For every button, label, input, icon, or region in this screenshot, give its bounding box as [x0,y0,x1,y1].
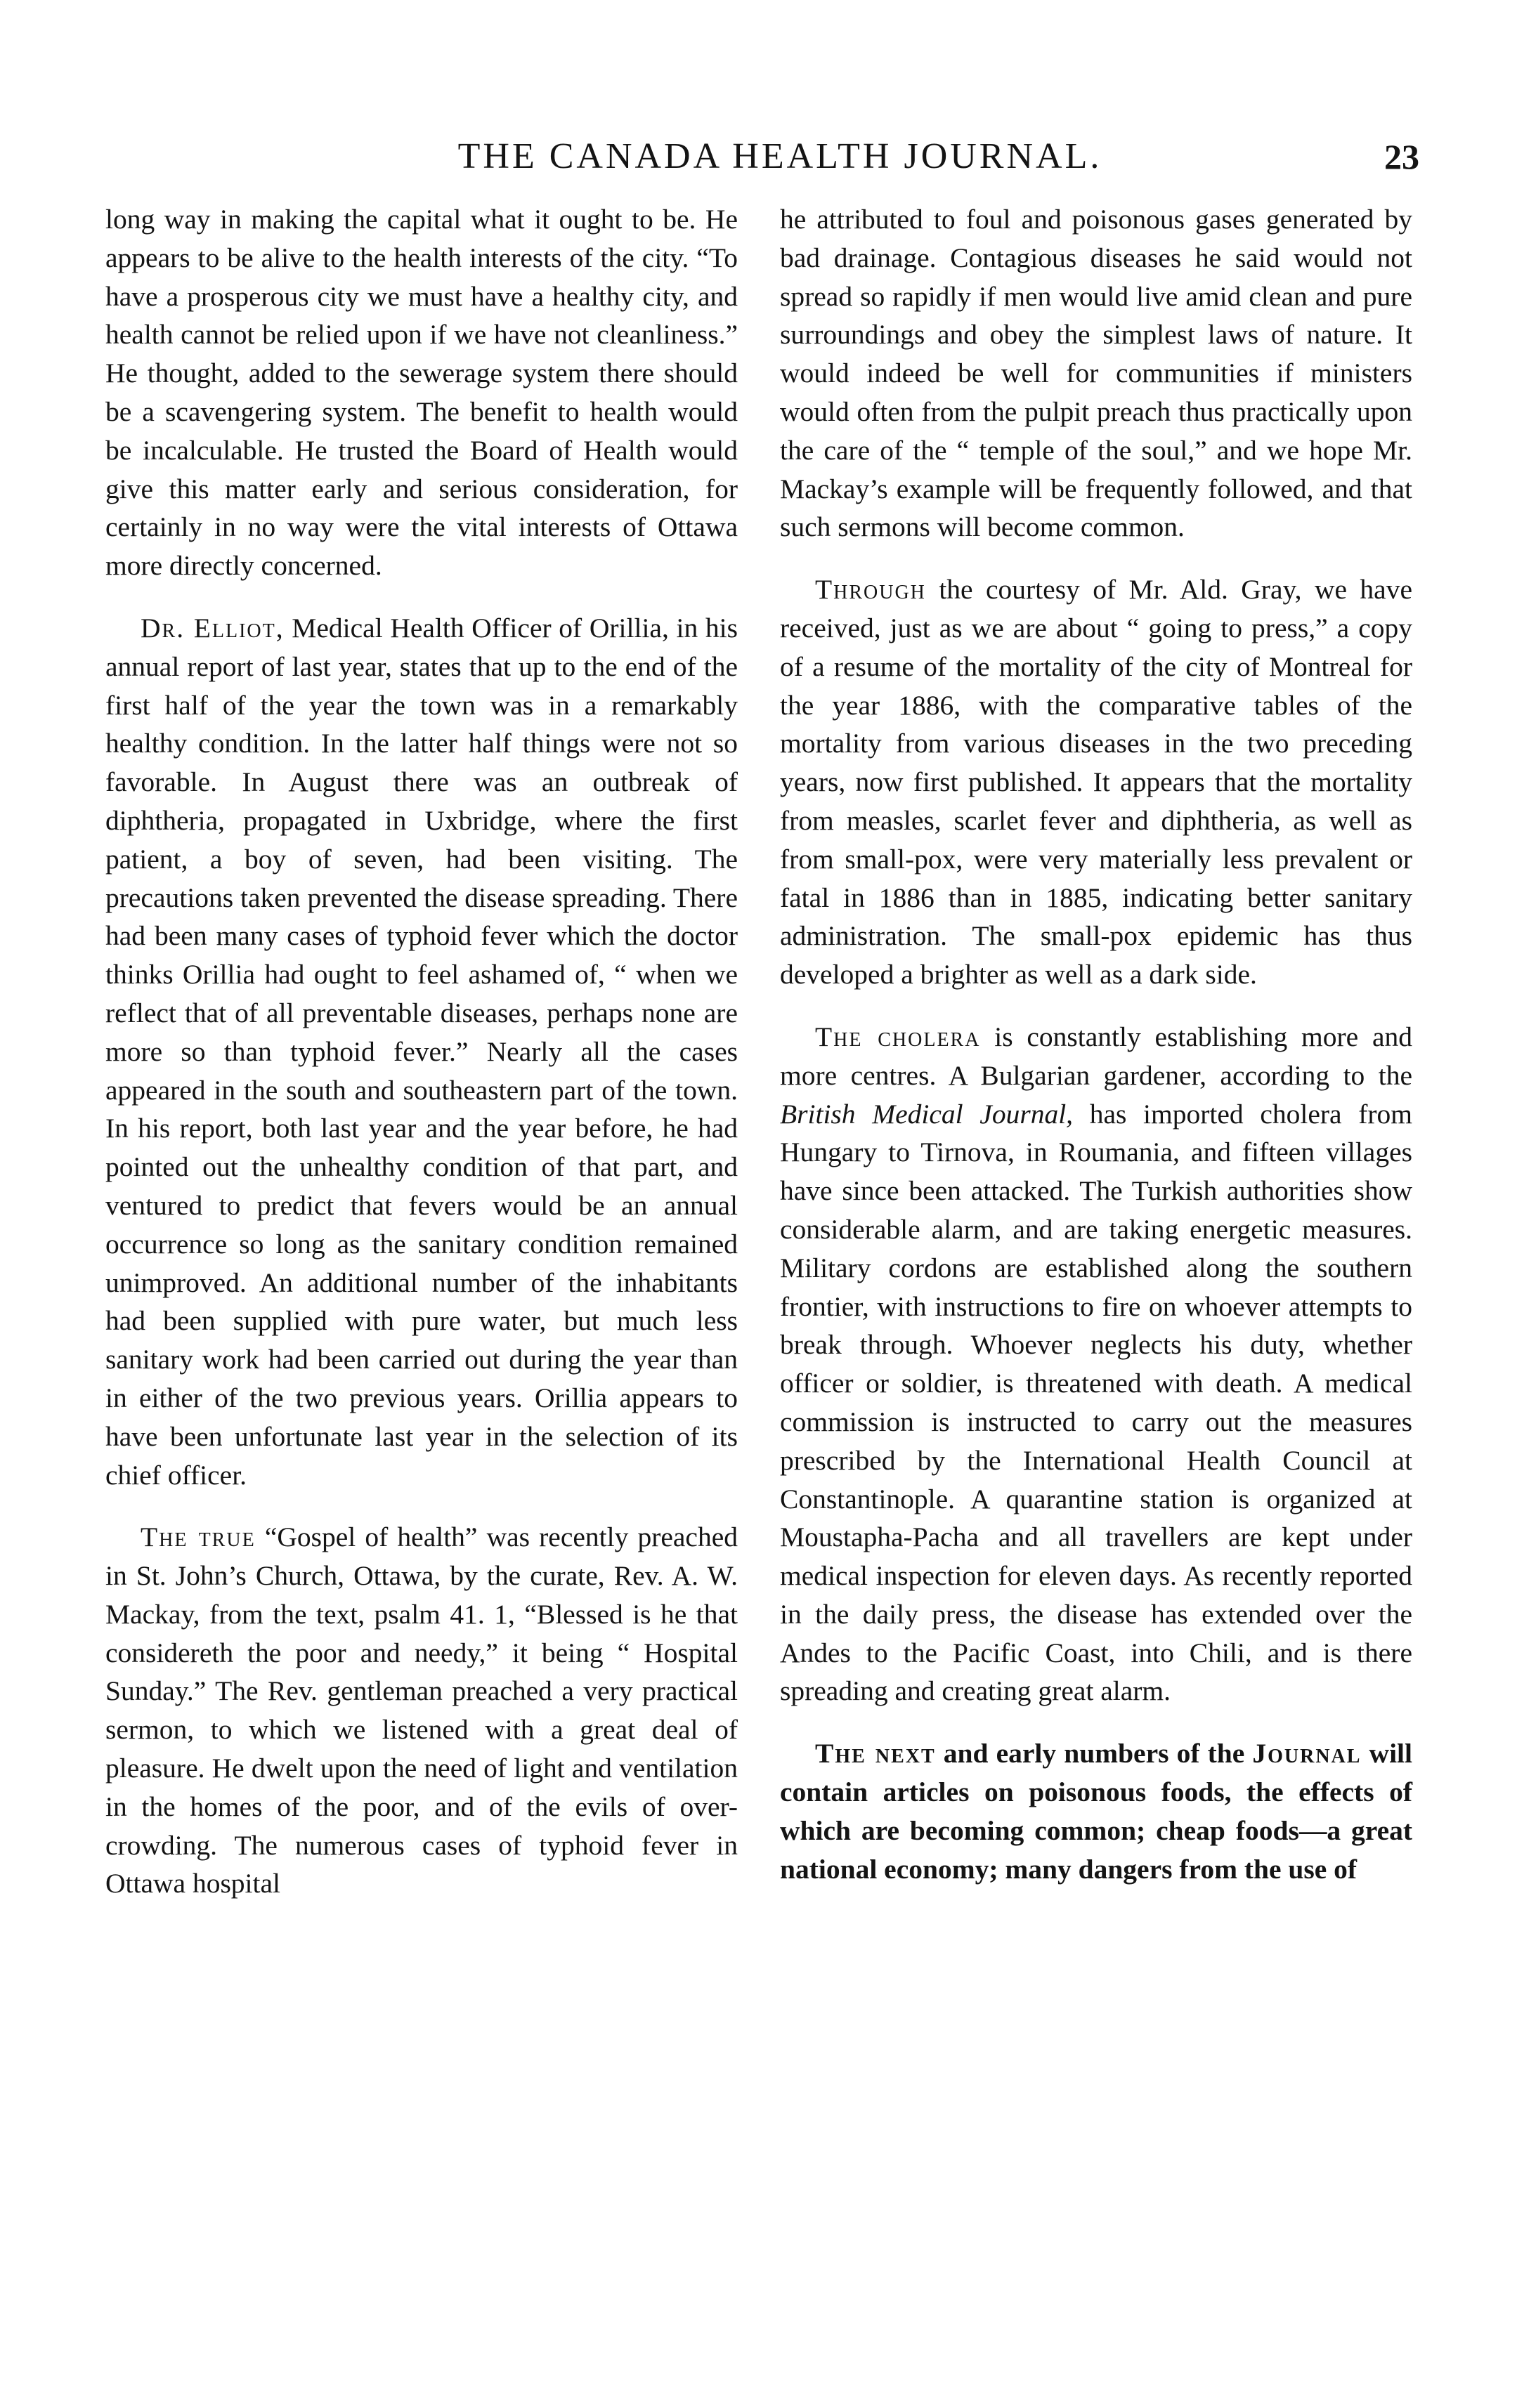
paragraph-next-numbers [780,1734,1412,1888]
paragraph-lead: Dr. Elliot, [141,612,285,643]
journal-name: Journal [1252,1738,1362,1769]
running-head [105,132,1433,181]
paragraph-text: will contain articles on poisonous foods, the effects of which are becoming common; cheap foods—a great national economy; many dangers from the use of [780,1738,1412,1885]
paragraph-text: is constantly establishing more and more centres. A Bulgarian gardener, according to the [780,1021,1412,1091]
page-number: 23 [1384,137,1419,176]
paragraph-lead: The next [815,1738,936,1769]
paragraph-text: has imported cholera from Hungary to Tirnova, in Roumania, and fifteen villages have since been attacked. The Turkish authorities show considerable alarm, and are taking energetic measures. Military cordons are established along the southern frontier, with instructions to fire on whoever attempts to break through. Whoever neglects his duty, whether officer or soldier, is threatened with death. A medical commission is instructed to carry out the measures prescribed by the International Health Council at Constantinople. A quarantine station is organized at Moustapha-Pacha and all travellers are kept under medical inspection for eleven days. As recently reported in the daily press, the disease has extended over the Andes to the Pacific Coast, into Chili, and is there spreading and creating great alarm. [780,1098,1412,1707]
paragraph-text: “Gospel of health” was recently preached in St. John’s Church, Ottawa, by the curate, Rev. A. W. Mackay, from the text, psalm 41. 1, “Blessed is he that considereth the poor and needy,” it being “ Hospital Sunday.” The Rev. gentleman preached a very practical sermon, to which we listened with a great deal of pleasure. He dwelt upon the need of light and ventilation in the homes of the poor, and of the evils of over-crowding. The numerous cases of typhoid fever in Ottawa hospital [105,1522,738,1899]
paragraph-sermon-continued [780,200,1412,547]
journal-title: British Medical Journal, [780,1098,1074,1130]
paragraph-text: the courtesy of Mr. Ald. Gray, we have received, just as we are about “ going to press,” a copy of a resume of the mortality of the city of Montreal for the year 1886, with the comparative tables of the mortality from various diseases in the two preceding years, now first published. It appears that the mortality from measles, scarlet fever and diphtheria, as well as from small-pox, were very materially less prevalent or fatal in 1886 than in 1885, indicating better sanitary administration. The small-pox epidemic has thus developed a brighter as well as a dark side. [780,574,1412,990]
paragraph-text: Medical Health Officer of Orillia, in his annual report of last year, states that up to the end of the first half of the year the town was in a remarkably healthy condition. In the latter half things were not so favorable. In August there was an outbreak of diphtheria, propagated in Uxbridge, where the first patient, a boy of seven, had been visiting. The precautions taken prevented the disease spreading. There had been many cases of typhoid fever which the doctor thinks Orillia had ought to feel ashamed of, “ when we reflect that of all preventable diseases, perhaps none are more so than typhoid fever.” Nearly all the cases appeared in the south and southeastern part of the town. In his report, both last year and the year before, he had pointed out the unhealthy condition of that part, and ventured to predict that fevers would be an annual occurrence so long as the sanitary condition remained unimproved. An additional number of the inhabitants had been supplied with pure water, but much less sanitary work had been carried out during the year than in either of the two previous years. Orillia appears to have been unfortunate last year in the selection of its chief officer. [105,612,738,1491]
paragraph-gospel-of-health [105,1518,738,1903]
paragraph-dr-elliot [105,609,738,1494]
paragraph-lead: The cholera [815,1021,981,1052]
running-title: THE CANADA HEALTH JOURNAL. [457,136,1102,176]
paragraph-montreal-mortality [780,570,1412,994]
paragraph-lead: Through [815,574,926,606]
left-column [105,200,738,1927]
paragraph-text: and early numbers of the [935,1738,1253,1769]
paragraph-text: he attributed to foul and poisonous gases generated by bad drainage. Contagious diseases he said would not spread so rapidly if men would live amid clean and pure surroundings and obey the simplest laws of nature. It would indeed be well for communities if ministers would often from the pulpit preach thus practically upon the care of the “ temple of the soul,” and we hope Mr. Mackay’s example will be frequently followed, and that such sermons will become common. [780,204,1412,543]
paragraph-lead: The true [141,1522,256,1553]
paragraph-ottawa-continued [105,200,738,585]
paragraph-cholera [780,1018,1412,1710]
right-column [780,200,1412,1912]
paragraph-text: long way in making the capital what it ought to be. He appears to be alive to the health interests of the city. “To have a prosperous city we must have a healthy city, and health cannot be relied upon if we have not cleanliness.” He thought, added to the sewerage system there should be a scavengering system. The benefit to health would be incalculable. He trusted the Board of Health would give this matter early and serious consideration, for certainly in no way were the vital interests of Ottawa more directly concerned. [105,204,738,582]
